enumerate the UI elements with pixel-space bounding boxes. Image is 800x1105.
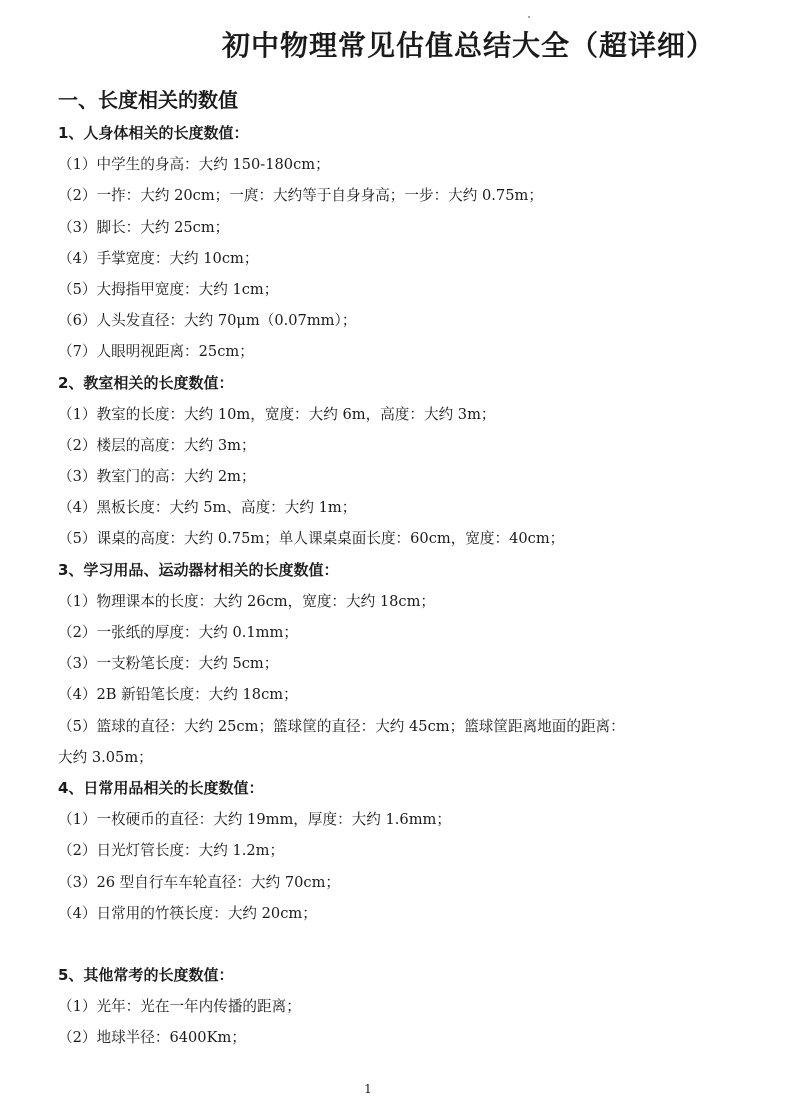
list-item: （3）一支粉笔长度：大约 5cm； — [58, 655, 279, 673]
list-item: （1）中学生的身高：大约 150-180cm； — [58, 156, 330, 174]
list-item: （1）教室的长度：大约 10m，宽度：大约 6m，高度：大约 3m； — [58, 405, 496, 423]
list-item: （2）日光灯管长度：大约 1.2m； — [58, 842, 285, 860]
list-item: （5）课桌的高度：大约 0.75m；单人课桌桌面长度：60cm，宽度：40cm； — [58, 530, 565, 548]
list-item: （5）大拇指甲宽度：大约 1cm； — [58, 280, 279, 298]
section-content — [0, 118, 800, 1054]
list-item: （3）26 型自行车车轮直径：大约 70cm； — [58, 873, 341, 891]
list-item: （7）人眼明视距离：25cm； — [58, 343, 254, 361]
section-heading-length: 一、长度相关的数值 — [58, 88, 238, 112]
list-item: （2）一张纸的厚度：大约 0.1mm； — [58, 624, 298, 641]
list-item: （4）手掌宽度：大约 10cm； — [58, 249, 259, 267]
list-item: （3）脚长：大约 25cm； — [58, 218, 230, 236]
list-item: （3）教室门的高：大约 2m； — [58, 468, 256, 486]
list-item-continuation: 大约 3.05m； — [58, 748, 153, 766]
list-item: （2）地球半径：6400Km； — [58, 1029, 246, 1047]
list-item: （1）物理课本的长度：大约 26cm，宽度：大约 18cm； — [58, 592, 436, 610]
document-title: 初中物理常见估值总结大全（超详细） — [221, 29, 715, 62]
list-item: （2）楼层的高度：大约 3m； — [58, 436, 256, 454]
subsection-title-classroom: 2、教室相关的长度数值： — [58, 373, 234, 392]
subsection-title-body: 1、人身体相关的长度数值： — [58, 124, 249, 142]
page-number: 1 — [364, 1082, 372, 1096]
subsection-title-daily-items: 4、日常用品相关的长度数值： — [58, 778, 264, 797]
list-item: （2）一拃：大约 20cm；一庹：大约等于自身身高；一步：大约 0.75m； — [58, 187, 543, 205]
subsection-title-school-supplies: 3、学习用品、运动器材相关的长度数值： — [58, 560, 339, 579]
list-item: （6）人头发直径：大约 70μm（0.07mm）； — [58, 312, 357, 330]
subsection-title-other: 5、其他常考的长度数值： — [58, 966, 234, 985]
list-item: （5）篮球的直径：大约 25cm；篮球筐的直径：大约 45cm；篮球筐距离地面的距离： — [58, 717, 625, 735]
list-item: （4）2B 新铅笔长度：大约 18cm； — [58, 686, 298, 704]
scan-speck — [528, 16, 530, 18]
list-item: （4）黑板长度：大约 5m、高度：大约 1m； — [58, 499, 357, 517]
list-item: （1）一枚硬币的直径：大约 19mm，厚度：大约 1.6mm； — [58, 811, 451, 829]
list-item: （1）光年：光在一年内传播的距离； — [58, 998, 301, 1016]
list-item: （4）日常用的竹筷长度：大约 20cm； — [58, 904, 317, 922]
blank-line — [0, 929, 800, 960]
